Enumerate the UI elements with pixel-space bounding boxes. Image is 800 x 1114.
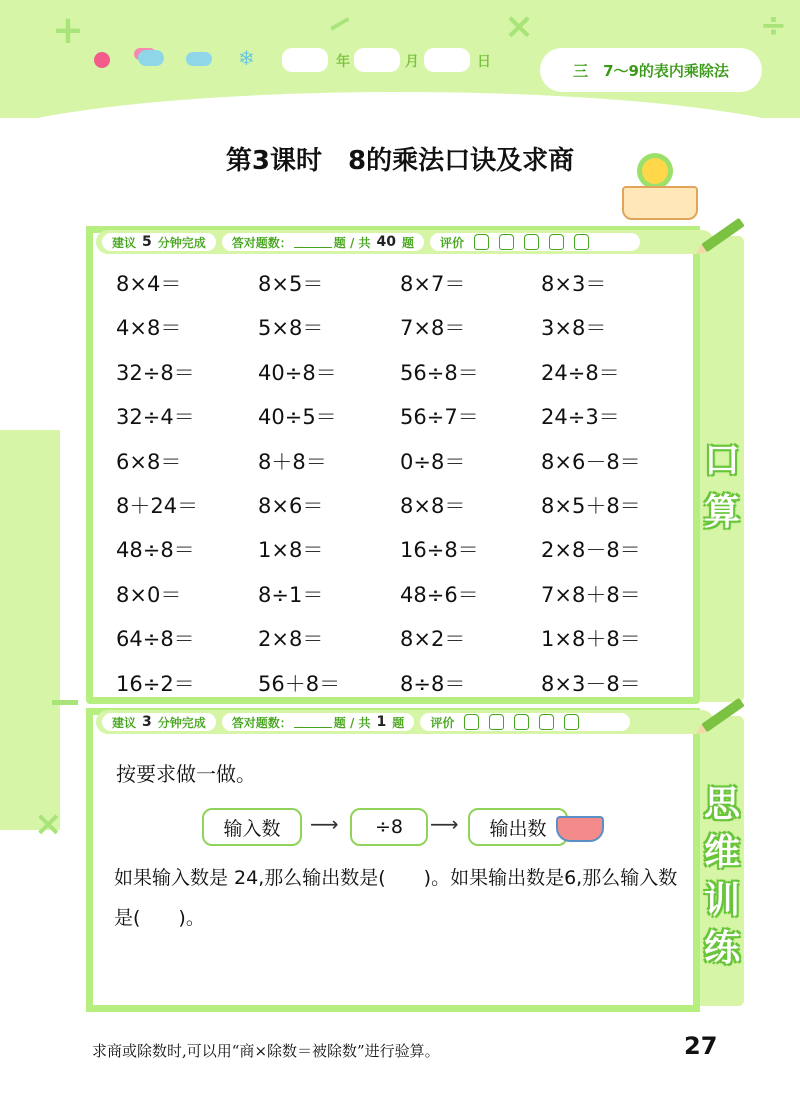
arrow-right-icon: ⟶ xyxy=(430,812,459,836)
day-label: 日 xyxy=(477,54,491,70)
thumb-icon[interactable] xyxy=(524,234,539,250)
page-number: 27 xyxy=(684,1032,718,1060)
sun-icon[interactable] xyxy=(94,52,110,68)
problem-item: 2×8－8＝ xyxy=(541,538,641,562)
problem-item: 56÷8＝ xyxy=(400,361,479,385)
correct-count-input[interactable] xyxy=(294,717,332,728)
total-count: 40 xyxy=(376,234,397,250)
rating xyxy=(420,713,630,731)
day-input[interactable] xyxy=(424,48,470,72)
problem-item: 6×8＝ xyxy=(116,450,182,474)
problem-item: 48÷8＝ xyxy=(116,538,195,562)
problem-item: 8＋24＝ xyxy=(116,494,199,518)
side-label-char: 思 xyxy=(703,784,740,825)
correct-suffix: 题 xyxy=(402,235,415,250)
suggest-suffix: 分钟完成 xyxy=(157,235,206,250)
boat-icon xyxy=(556,816,604,842)
month-label: 月 xyxy=(405,54,419,70)
suggest-time xyxy=(102,233,216,251)
correct-count xyxy=(222,233,424,251)
problem-item: 8×3－8＝ xyxy=(541,672,641,696)
problem-item: 7×8＋8＝ xyxy=(541,583,641,607)
footer-tip: 求商或除数时,可以用“商×除数＝被除数”进行验算。 xyxy=(92,1042,440,1060)
times-decoration-icon: × xyxy=(504,6,535,47)
thumb-icon[interactable] xyxy=(464,714,479,730)
problem-item: 24÷8＝ xyxy=(541,361,620,385)
problem-item: 3×8＝ xyxy=(541,316,607,340)
problem-item: 5×8＝ xyxy=(258,316,324,340)
side-label-char: 算 xyxy=(703,492,740,533)
problem-item: 16÷2＝ xyxy=(116,672,195,696)
month-input[interactable] xyxy=(354,48,400,72)
divide-decoration-icon: ÷ xyxy=(760,6,787,44)
side-label-char: 训 xyxy=(703,880,740,921)
suggest-minutes: 5 xyxy=(142,234,152,250)
side-label-char: 维 xyxy=(703,832,740,873)
problem-item: 2×8＝ xyxy=(258,627,324,651)
minus-decoration-icon: − xyxy=(318,0,361,47)
suggest-prefix: 建议 xyxy=(112,715,137,730)
instruction-text: 按要求做一做。 xyxy=(116,762,256,786)
problem-item: 8×7＝ xyxy=(400,272,466,296)
problem-item: 48÷6＝ xyxy=(400,583,479,607)
total-count: 1 xyxy=(376,714,387,730)
problem-item: 8×6＝ xyxy=(258,494,324,518)
problem-item: 32÷8＝ xyxy=(116,361,195,385)
left-decoration-band xyxy=(0,430,60,830)
rain-icon[interactable] xyxy=(186,52,212,66)
thumb-icon[interactable] xyxy=(499,234,514,250)
thumb-icon[interactable] xyxy=(539,714,554,730)
snow-icon[interactable]: ❄ xyxy=(238,46,255,70)
problem-item: 56÷7＝ xyxy=(400,405,479,429)
section2-info-bar xyxy=(96,710,714,734)
thumb-icon[interactable] xyxy=(474,234,489,250)
problem-item: 16÷8＝ xyxy=(400,538,479,562)
thumb-icon[interactable] xyxy=(514,714,529,730)
problem-item: 8×6－8＝ xyxy=(541,450,641,474)
times-side-icon: × xyxy=(34,804,63,844)
problem-item: 8×3＝ xyxy=(541,272,607,296)
rating-label: 评价 xyxy=(440,235,465,250)
thumb-icon[interactable] xyxy=(574,234,589,250)
problem-item: 1×8＋8＝ xyxy=(541,627,641,651)
cloudy-icon[interactable] xyxy=(138,50,164,66)
thumb-icon[interactable] xyxy=(489,714,504,730)
suggest-suffix: 分钟完成 xyxy=(157,715,206,730)
problem-item: 7×8＝ xyxy=(400,316,466,340)
correct-count-input[interactable] xyxy=(294,237,332,248)
problem-item: 40÷5＝ xyxy=(258,405,337,429)
suggest-time xyxy=(102,713,216,731)
unit-title: 三 7～9的表内乘除法 xyxy=(540,48,762,92)
problem-item: 8÷8＝ xyxy=(400,672,466,696)
flow-operation-box: ÷8 xyxy=(350,808,428,846)
correct-prefix: 答对题数： xyxy=(231,235,292,250)
plus-decoration-icon: + xyxy=(52,8,84,52)
problem-item: 8×2＝ xyxy=(400,627,466,651)
problem-item: 8×5＋8＝ xyxy=(541,494,641,518)
suggest-prefix: 建议 xyxy=(112,235,137,250)
book-icon xyxy=(622,186,698,220)
correct-mid: 题 / 共 xyxy=(333,715,371,730)
problem-item: 4×8＝ xyxy=(116,316,182,340)
minus-side-icon xyxy=(52,700,78,705)
thumb-icon[interactable] xyxy=(549,234,564,250)
problem-item: 1×8＝ xyxy=(258,538,324,562)
year-label: 年 xyxy=(336,54,350,70)
lesson-title: 第3课时 8的乘法口诀及求商 xyxy=(225,146,575,176)
section1-info-bar xyxy=(96,230,714,254)
problem-item: 8÷1＝ xyxy=(258,583,324,607)
problem-item: 8×4＝ xyxy=(116,272,182,296)
problem-item: 24÷3＝ xyxy=(541,405,620,429)
problem-item: 32÷4＝ xyxy=(116,405,195,429)
flow-output-box: 输出数 xyxy=(468,808,568,846)
problem-item: 64÷8＝ xyxy=(116,627,195,651)
flower-icon xyxy=(642,158,668,184)
correct-suffix: 题 xyxy=(392,715,405,730)
correct-prefix: 答对题数： xyxy=(231,715,292,730)
suggest-minutes: 3 xyxy=(142,714,152,730)
rating-label: 评价 xyxy=(430,715,455,730)
problem-item: 8×5＝ xyxy=(258,272,324,296)
problem-item: 8×0＝ xyxy=(116,583,182,607)
problem-item: 8×8＝ xyxy=(400,494,466,518)
correct-count xyxy=(222,713,415,731)
year-input[interactable] xyxy=(282,48,328,72)
arrow-right-icon: ⟶ xyxy=(310,812,339,836)
rating xyxy=(430,233,640,251)
problem-item: 56＋8＝ xyxy=(258,672,341,696)
question-text: 如果输入数是 24,那么输出数是( )。如果输出数是6,那么输入数是( )。 xyxy=(114,867,678,929)
problem-item: 40÷8＝ xyxy=(258,361,337,385)
thumb-icon[interactable] xyxy=(564,714,579,730)
side-label-char: 口 xyxy=(703,440,740,481)
problem-item: 8＋8＝ xyxy=(258,450,327,474)
flow-input-box: 输入数 xyxy=(202,808,302,846)
side-label-char: 练 xyxy=(703,928,740,969)
correct-mid: 题 / 共 xyxy=(333,235,371,250)
problem-item: 0÷8＝ xyxy=(400,450,466,474)
